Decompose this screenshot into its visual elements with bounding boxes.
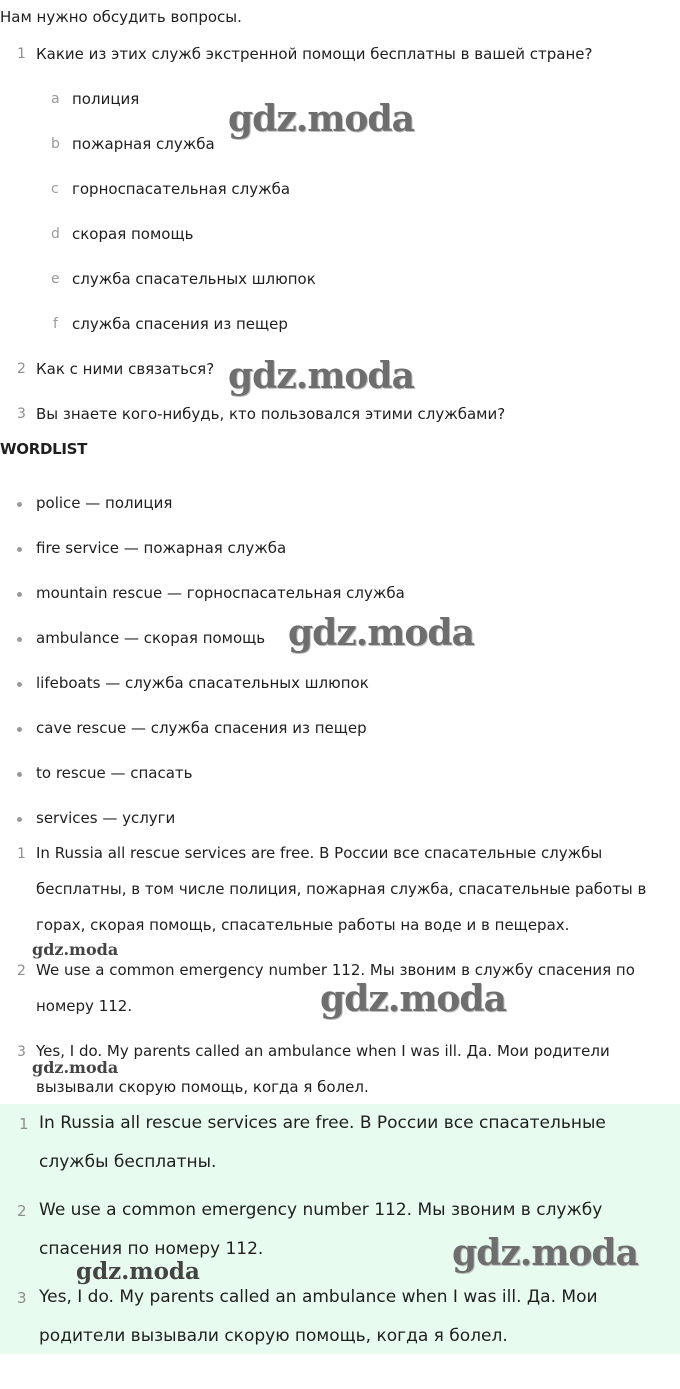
question-number: 2	[17, 361, 26, 377]
bullet-icon	[17, 547, 22, 552]
answer-number: 3	[17, 1044, 26, 1060]
option-letter: b	[51, 136, 60, 152]
option-text: служба спасения из пещер	[72, 315, 288, 333]
watermark-logo: gdz.moda	[452, 1232, 638, 1274]
answer-text: Yes, I do. My parents called an ambulance when I was ill. Да. Мои родители вызывали скорую помощь, когда я болел.	[36, 1042, 610, 1096]
bullet-icon	[17, 772, 22, 777]
option-letter: c	[51, 181, 59, 197]
watermark-logo: gdz.moda	[228, 98, 414, 140]
answer-number: 1	[17, 846, 26, 862]
option-text: служба спасательных шлюпок	[72, 270, 316, 288]
wordlist-item: to rescue — спасать	[36, 764, 193, 782]
answer-text: We use a common emergency number 112. Мы звоним в службу спасения по номеру 112.	[36, 961, 635, 1015]
green-answer-text: In Russia all rescue services are free. В России все спасательные службы бесплатны.	[39, 1113, 606, 1172]
question-number: 3	[17, 406, 26, 422]
wordlist-item: lifeboats — служба спасательных шлюпок	[36, 674, 369, 692]
green-answer-number: 1	[19, 1115, 29, 1133]
option-letter: a	[51, 91, 60, 107]
wordlist-item: cave rescue — служба спасения из пещер	[36, 719, 367, 737]
answer-number: 2	[17, 963, 26, 979]
question-text: Вы знаете кого-нибудь, кто пользовался этими службами?	[36, 405, 506, 423]
option-text: пожарная служба	[72, 135, 215, 153]
green-answer-text: We use a common emergency number 112. Мы звоним в службу спасения по номеру 112.	[39, 1200, 603, 1259]
green-answer-number: 3	[17, 1289, 27, 1307]
option-text: горноспасательная служба	[72, 180, 291, 198]
watermark-logo: gdz.moda	[76, 1258, 200, 1285]
wordlist-item: police — полиция	[36, 494, 173, 512]
green-answer-text: Yes, I do. My parents called an ambulance when I was ill. Да. Мои родители вызывали скорую помощь, когда я болел.	[39, 1287, 598, 1346]
option-letter: f	[53, 316, 58, 332]
option-text: скорая помощь	[72, 225, 194, 243]
wordlist-item: services — услуги	[36, 809, 176, 827]
option-letter: d	[51, 226, 60, 242]
watermark-logo: gdz.moda	[320, 978, 506, 1020]
bullet-icon	[17, 727, 22, 732]
question-number: 1	[17, 46, 26, 62]
question-text: Какие из этих служб экстренной помощи бесплатны в вашей стране?	[36, 45, 593, 63]
intro-text: Нам нужно обсудить вопросы.	[0, 8, 242, 26]
watermark-logo: gdz.moda	[32, 940, 119, 959]
answer-text: In Russia all rescue services are free. В России все спасательные службы бесплатны, в том числе полиция, пожарная служба, спасательные работы в горах, скорая помощь, спасательные работы на воде и в пещерах.	[36, 844, 647, 934]
option-text: полиция	[72, 90, 140, 108]
bullet-icon	[17, 637, 22, 642]
watermark-logo: gdz.moda	[228, 355, 414, 397]
green-answer-number: 2	[17, 1202, 27, 1220]
wordlist-item: ambulance — скорая помощь	[36, 629, 266, 647]
watermark-logo: gdz.moda	[32, 1058, 119, 1077]
bullet-icon	[17, 592, 22, 597]
watermark-logo: gdz.moda	[288, 612, 474, 654]
question-text: Как с ними связаться?	[36, 360, 215, 378]
wordlist-heading: WORDLIST	[0, 440, 88, 458]
bullet-icon	[17, 502, 22, 507]
bullet-icon	[17, 682, 22, 687]
wordlist-item: mountain rescue — горноспасательная служба	[36, 584, 405, 602]
wordlist-item: fire service — пожарная служба	[36, 539, 287, 557]
option-letter: e	[51, 271, 60, 287]
bullet-icon	[17, 817, 22, 822]
